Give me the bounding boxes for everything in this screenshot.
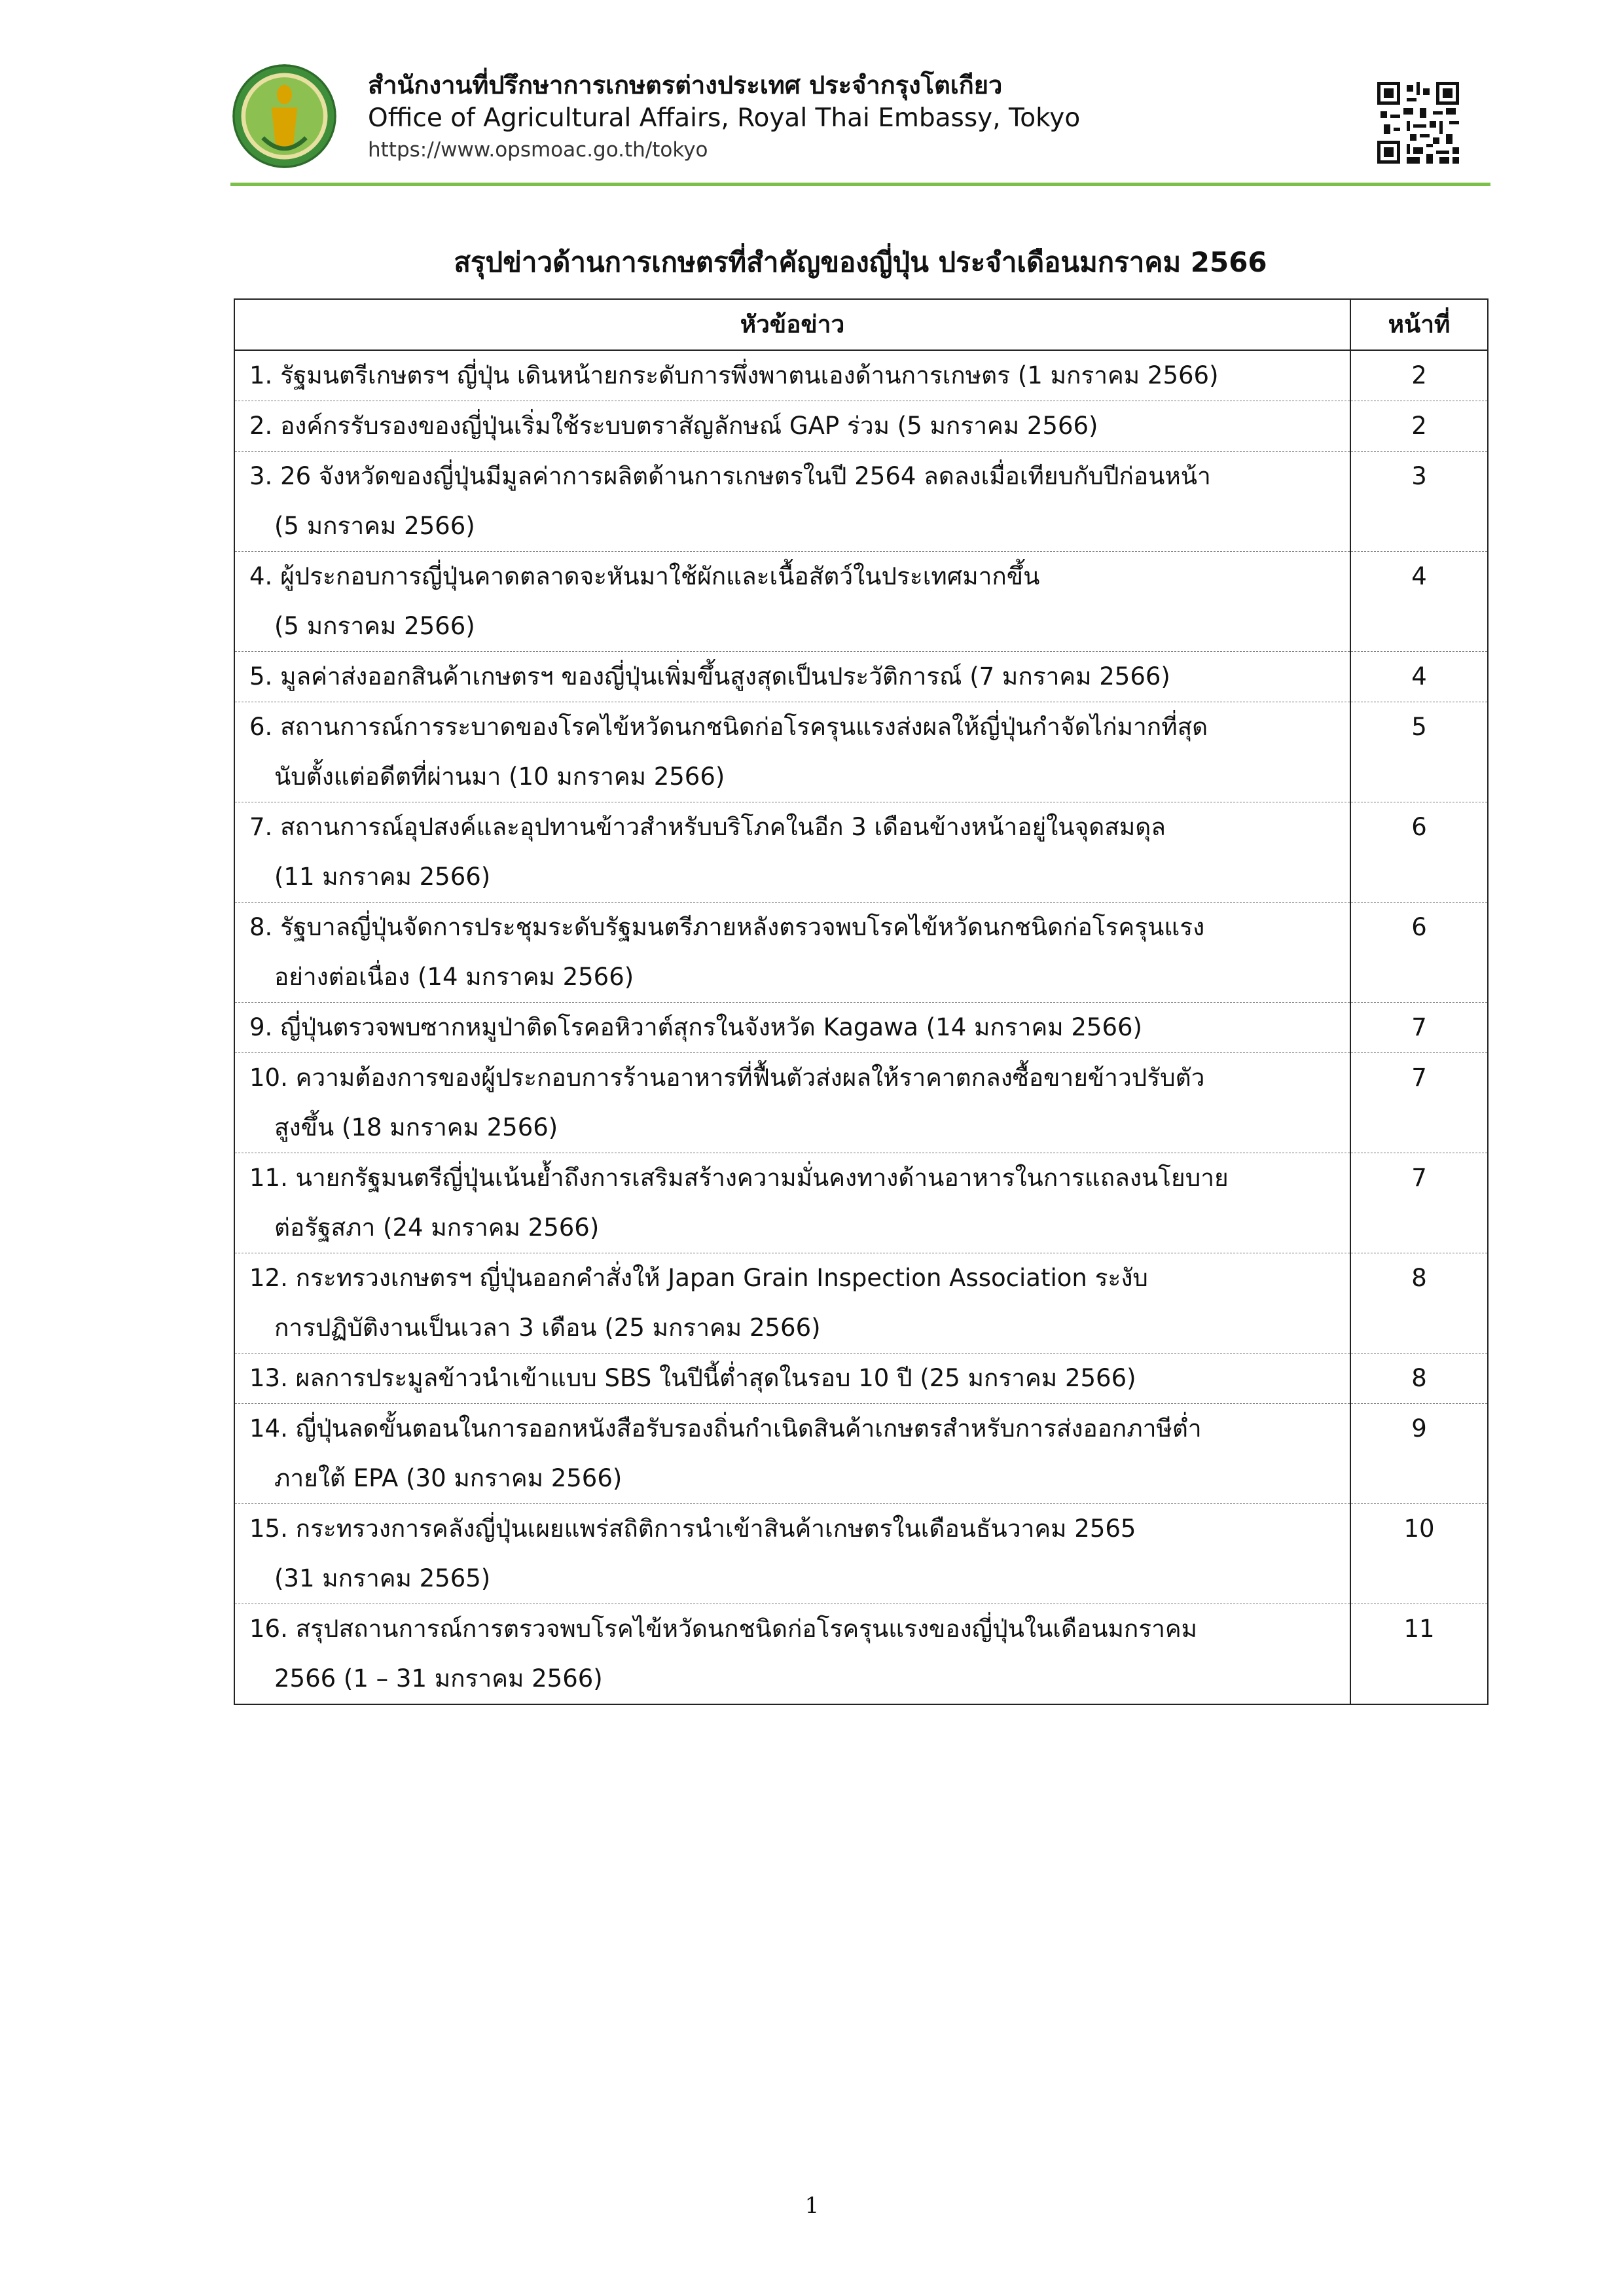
news-page-number: 10 [1350, 1504, 1488, 1604]
news-topic-continuation: (31 มกราคม 2565) [274, 1564, 491, 1592]
table-row [234, 350, 1488, 401]
news-page-number: 7 [1350, 1003, 1488, 1053]
news-topic-text: 9. ญี่ปุ่นตรวจพบซากหมูป่าติดโรคอหิวาต์สุกรในจังหวัด Kagawa (14 มกราคม 2566) [249, 1013, 1142, 1041]
news-topic-cell [234, 802, 1350, 903]
news-topic-text: 12. กระทรวงเกษตรฯ ญี่ปุ่นออกคำสั่งให้ Japan Grain Inspection Association ระงับ [249, 1264, 1148, 1292]
table-row [234, 1604, 1488, 1705]
table-header-row [234, 299, 1488, 350]
table-row [234, 1354, 1488, 1404]
news-topic-text: 11. นายกรัฐมนตรีญี่ปุ่นเน้นย้ำถึงการเสริมสร้างความมั่นคงทางด้านอาหารในการแถลงนโยบาย [249, 1164, 1229, 1192]
news-topic-continuation: นับตั้งแต่อดีตที่ผ่านมา (10 มกราคม 2566) [274, 762, 725, 791]
news-page-number: 4 [1350, 652, 1488, 702]
news-page-number: 6 [1350, 802, 1488, 903]
news-topic-continuation: (5 มกราคม 2566) [274, 512, 475, 540]
news-topic-cell [234, 552, 1350, 652]
news-topic-cell [234, 1604, 1350, 1705]
qr-code-icon [1377, 82, 1459, 164]
news-topic-cell [234, 1404, 1350, 1504]
news-topic-cell [234, 1003, 1350, 1053]
news-page-number: 8 [1350, 1253, 1488, 1354]
document-title: สรุปข่าวด้านการเกษตรที่สำคัญของญี่ปุ่น ประจำเดือนมกราคม 2566 [454, 246, 1267, 278]
table-row [234, 1404, 1488, 1504]
news-page-number: 3 [1350, 452, 1488, 552]
org-name-thai: สำนักงานที่ปรึกษาการเกษตรต่างประเทศ ประจำกรุงโตเกียว [368, 71, 1003, 99]
news-topic-cell [234, 1253, 1350, 1354]
org-name-english: Office of Agricultural Affairs, Royal Thai Embassy, Tokyo [368, 103, 1081, 133]
news-page-number: 9 [1350, 1404, 1488, 1504]
column-header-page: หน้าที่ [1350, 299, 1488, 350]
table-row [234, 1053, 1488, 1153]
news-topic-cell [234, 652, 1350, 702]
header-divider [230, 183, 1490, 186]
news-topic-text: 1. รัฐมนตรีเกษตรฯ ญี่ปุ่น เดินหน้ายกระดับการพึ่งพาตนเองด้านการเกษตร (1 มกราคม 2566) [249, 361, 1219, 389]
news-topic-continuation: 2566 (1 – 31 มกราคม 2566) [274, 1664, 603, 1693]
news-topic-text: 4. ผู้ประกอบการญี่ปุ่นคาดตลาดจะหันมาใช้ผักและเนื้อสัตว์ในประเทศมากขึ้น [249, 562, 1040, 590]
news-topic-continuation: อย่างต่อเนื่อง (14 มกราคม 2566) [274, 963, 634, 991]
news-topic-cell [234, 702, 1350, 802]
table-row [234, 401, 1488, 452]
news-topic-text: 15. กระทรวงการคลังญี่ปุ่นเผยแพร่สถิติการนำเข้าสินค้าเกษตรในเดือนธันวาคม 2565 [249, 1515, 1136, 1543]
document-header [230, 62, 1605, 187]
table-row [234, 552, 1488, 652]
news-rows [234, 350, 1488, 1704]
table-row [234, 702, 1488, 802]
news-topic-text: 16. สรุปสถานการณ์การตรวจพบโรคไข้หวัดนกชนิดก่อโรครุนแรงของญี่ปุ่นในเดือนมกราคม [249, 1615, 1198, 1643]
news-page-number: 8 [1350, 1354, 1488, 1404]
table-row [234, 802, 1488, 903]
news-topic-cell [234, 1354, 1350, 1404]
column-header-topic: หัวข้อข่าว [234, 299, 1350, 350]
news-page-number: 11 [1350, 1604, 1488, 1705]
news-topic-continuation: การปฏิบัติงานเป็นเวลา 3 เดือน (25 มกราคม 2566) [274, 1314, 821, 1342]
news-page-number: 2 [1350, 350, 1488, 401]
news-topic-continuation: ภายใต้ EPA (30 มกราคม 2566) [274, 1464, 623, 1492]
ministry-seal-icon [230, 62, 338, 170]
news-topic-continuation: (5 มกราคม 2566) [274, 612, 475, 640]
news-topic-text: 7. สถานการณ์อุปสงค์และอุปทานข้าวสำหรับบริโภคในอีก 3 เดือนข้างหน้าอยู่ในจุดสมดุล [249, 813, 1166, 841]
news-topic-continuation: (11 มกราคม 2566) [274, 863, 491, 891]
news-topic-text: 14. ญี่ปุ่นลดขั้นตอนในการออกหนังสือรับรองถิ่นกำเนิดสินค้าเกษตรสำหรับการส่งออกภาษีต่ำ [249, 1414, 1202, 1443]
news-topic-cell [234, 1053, 1350, 1153]
news-page-number: 4 [1350, 552, 1488, 652]
table-row [234, 1153, 1488, 1253]
table-row [234, 1253, 1488, 1354]
news-page-number: 6 [1350, 903, 1488, 1003]
news-topic-cell [234, 1504, 1350, 1604]
news-topic-cell [234, 350, 1350, 401]
news-topic-continuation: ต่อรัฐสภา (24 มกราคม 2566) [274, 1213, 600, 1242]
news-topic-text: 10. ความต้องการของผู้ประกอบการร้านอาหารที่ฟื้นตัวส่งผลให้ราคาตกลงซื้อขายข้าวปรับตัว [249, 1064, 1205, 1092]
table-row [234, 652, 1488, 702]
news-topic-continuation: สูงขึ้น (18 มกราคม 2566) [274, 1113, 558, 1141]
news-topic-cell [234, 452, 1350, 552]
news-page-number: 2 [1350, 401, 1488, 452]
news-page-number: 7 [1350, 1153, 1488, 1253]
news-topic-cell [234, 401, 1350, 452]
news-summary-table [234, 298, 1489, 1705]
table-row [234, 1504, 1488, 1604]
news-topic-text: 5. มูลค่าส่งออกสินค้าเกษตรฯ ของญี่ปุ่นเพิ่มขึ้นสูงสุดเป็นประวัติการณ์ (7 มกราคม 2566) [249, 662, 1170, 691]
news-page-number: 5 [1350, 702, 1488, 802]
table-row [234, 1003, 1488, 1053]
news-topic-text: 2. องค์กรรับรองของญี่ปุ่นเริ่มใช้ระบบตราสัญลักษณ์ GAP ร่วม (5 มกราคม 2566) [249, 412, 1098, 440]
news-topic-text: 3. 26 จังหวัดของญี่ปุ่นมีมูลค่าการผลิตด้านการเกษตรในปี 2564 ลดลงเมื่อเทียบกับปีก่อนหน้า [249, 462, 1211, 490]
org-website-url[interactable]: https://www.opsmoac.go.th/tokyo [368, 138, 708, 162]
news-topic-text: 6. สถานการณ์การระบาดของโรคไข้หวัดนกชนิดก่อโรครุนแรงส่งผลให้ญี่ปุ่นกำจัดไก่มากที่สุด [249, 713, 1208, 741]
table-row [234, 452, 1488, 552]
table-row [234, 903, 1488, 1003]
news-page-number: 7 [1350, 1053, 1488, 1153]
page-number: 1 [804, 2193, 820, 2219]
news-topic-cell [234, 903, 1350, 1003]
news-topic-text: 13. ผลการประมูลข้าวนำเข้าแบบ SBS ในปีนี้ต่ำสุดในรอบ 10 ปี (25 มกราคม 2566) [249, 1364, 1136, 1392]
news-topic-text: 8. รัฐบาลญี่ปุ่นจัดการประชุมระดับรัฐมนตรีภายหลังตรวจพบโรคไข้หวัดนกชนิดก่อโรครุนแรง [249, 913, 1205, 941]
news-topic-cell [234, 1153, 1350, 1253]
